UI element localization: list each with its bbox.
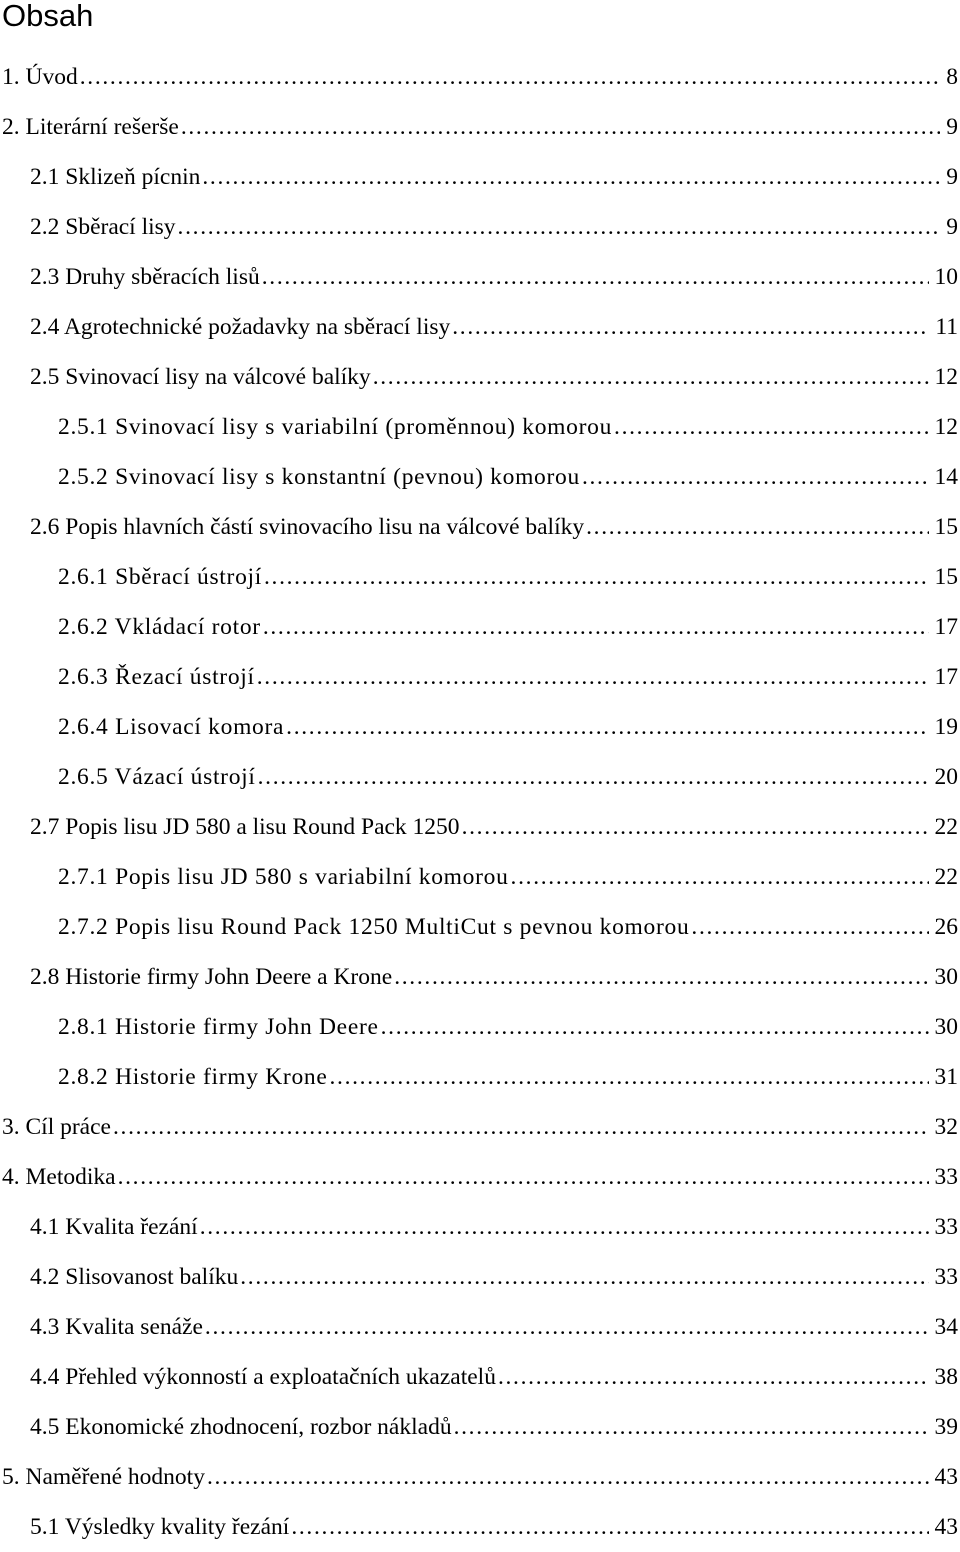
toc-page-number: 22 bbox=[934, 814, 958, 840]
toc-entry[interactable] bbox=[0, 452, 960, 502]
toc-entry-title: 5.1 Výsledky kvality řezání bbox=[30, 1514, 290, 1540]
toc-entry-title: 2.7 Popis lisu JD 580 a lisu Round Pack 1250 bbox=[30, 814, 460, 840]
toc-entry-title: 4.5 Ekonomické zhodnocení, rozbor nákladů bbox=[30, 1414, 452, 1440]
toc-entry[interactable] bbox=[0, 152, 960, 202]
toc-entry[interactable] bbox=[0, 652, 960, 702]
toc-entry-title: 2.2 Sběrací lisy bbox=[30, 214, 176, 240]
toc-entry-title: 2.6.3 Řezací ústrojí bbox=[58, 664, 255, 690]
toc-entry-title: 4.4 Přehled výkonností a exploatačních ukazatelů bbox=[30, 1364, 496, 1390]
toc-dot-leader bbox=[291, 1502, 928, 1552]
toc-entry-title: 4.2 Slisovanost balíku bbox=[30, 1264, 239, 1290]
toc-dot-leader bbox=[286, 702, 928, 752]
toc-entry[interactable] bbox=[0, 1452, 960, 1502]
toc-entry[interactable] bbox=[0, 52, 960, 102]
toc-entry[interactable] bbox=[0, 1252, 960, 1302]
toc-entry-title: 2.8.1 Historie firmy John Deere bbox=[58, 1014, 379, 1040]
toc-dot-leader bbox=[207, 1452, 929, 1502]
toc-page-number: 31 bbox=[934, 1064, 958, 1090]
toc-page-number: 9 bbox=[946, 164, 958, 190]
toc-entry-title: 2.5.2 Svinovací lisy s konstantní (pevnou) komorou bbox=[58, 464, 580, 490]
toc-entry-title: 2.7.2 Popis lisu Round Pack 1250 MultiCut s pevnou komorou bbox=[58, 914, 690, 940]
toc-entry[interactable] bbox=[0, 202, 960, 252]
toc-page-number: 22 bbox=[934, 864, 958, 890]
toc-entry-title: 2.4 Agrotechnické požadavky na sběrací lisy bbox=[30, 314, 451, 340]
toc-dot-leader bbox=[240, 1252, 928, 1302]
toc-dot-leader bbox=[258, 752, 929, 802]
toc-entry[interactable] bbox=[0, 1202, 960, 1252]
toc-dot-leader bbox=[452, 302, 929, 352]
toc-dot-leader bbox=[373, 352, 929, 402]
toc-dot-leader bbox=[263, 602, 929, 652]
toc-dot-leader bbox=[264, 552, 929, 602]
toc-entry[interactable] bbox=[0, 252, 960, 302]
toc-dot-leader bbox=[329, 1052, 928, 1102]
toc-entry-title: 4.1 Kvalita řezání bbox=[30, 1214, 198, 1240]
toc-dot-leader bbox=[178, 202, 941, 252]
toc-dot-leader bbox=[511, 852, 929, 902]
toc-dot-leader bbox=[262, 252, 929, 302]
toc-entry-title: 2.7.1 Popis lisu JD 580 s variabilní komorou bbox=[58, 864, 509, 890]
toc-entry[interactable] bbox=[0, 402, 960, 452]
toc-dot-leader bbox=[614, 402, 928, 452]
toc-entry[interactable] bbox=[0, 1152, 960, 1202]
toc-entry-title: 4. Metodika bbox=[2, 1164, 116, 1190]
toc-entry-title: 2.6.5 Vázací ústrojí bbox=[58, 764, 256, 790]
toc-entry[interactable] bbox=[0, 1002, 960, 1052]
toc-entry[interactable] bbox=[0, 802, 960, 852]
page-title: Obsah bbox=[2, 0, 94, 33]
toc-entry[interactable] bbox=[0, 502, 960, 552]
toc-entry-title: 5. Naměřené hodnoty bbox=[2, 1464, 205, 1490]
toc-page-number: 9 bbox=[946, 114, 958, 140]
toc-dot-leader bbox=[582, 452, 929, 502]
toc-entry-title: 2.6 Popis hlavních částí svinovacího lisu na válcové balíky bbox=[30, 514, 585, 540]
toc-page-number: 33 bbox=[934, 1264, 958, 1290]
toc-page-number: 17 bbox=[934, 664, 958, 690]
toc-entry[interactable] bbox=[0, 552, 960, 602]
toc-entry-title: 2.1 Sklizeň pícnin bbox=[30, 164, 201, 190]
toc-entry[interactable] bbox=[0, 1402, 960, 1452]
toc-entry[interactable] bbox=[0, 702, 960, 752]
toc-page-number: 39 bbox=[934, 1414, 958, 1440]
toc-entry-title: 1. Úvod bbox=[2, 64, 78, 90]
toc-page-number: 12 bbox=[934, 414, 958, 440]
toc-page-number: 19 bbox=[934, 714, 958, 740]
toc-dot-leader bbox=[257, 652, 929, 702]
toc-page-number: 43 bbox=[934, 1464, 958, 1490]
toc-page-number: 14 bbox=[934, 464, 958, 490]
toc-entry-title: 2.6.2 Vkládací rotor bbox=[58, 614, 261, 640]
toc-entry[interactable] bbox=[0, 1102, 960, 1152]
toc-page-number: 43 bbox=[934, 1514, 958, 1540]
toc-page-number: 12 bbox=[934, 364, 958, 390]
toc-dot-leader bbox=[200, 1202, 929, 1252]
toc-dot-leader bbox=[202, 152, 940, 202]
toc-entry[interactable] bbox=[0, 902, 960, 952]
toc-entry-title: 2. Literární rešerše bbox=[2, 114, 179, 140]
toc-entry[interactable] bbox=[0, 952, 960, 1002]
toc-dot-leader bbox=[381, 1002, 929, 1052]
toc-entry[interactable] bbox=[0, 1052, 960, 1102]
toc-dot-leader bbox=[586, 502, 928, 552]
toc-dot-leader bbox=[113, 1102, 929, 1152]
toc-entry-title: 2.8 Historie firmy John Deere a Krone bbox=[30, 964, 393, 990]
toc-page-number: 33 bbox=[934, 1164, 958, 1190]
toc-page-number: 20 bbox=[934, 764, 958, 790]
toc-entry-title: 2.5 Svinovací lisy na válcové balíky bbox=[30, 364, 371, 390]
toc-entry[interactable] bbox=[0, 752, 960, 802]
toc-entry[interactable] bbox=[0, 602, 960, 652]
toc-dot-leader bbox=[394, 952, 928, 1002]
toc-entry-title: 2.3 Druhy sběracích lisů bbox=[30, 264, 260, 290]
toc-entry[interactable] bbox=[0, 1302, 960, 1352]
toc-page-number: 15 bbox=[934, 514, 958, 540]
toc-page-number: 34 bbox=[934, 1314, 958, 1340]
toc-dot-leader bbox=[80, 52, 941, 102]
toc-dot-leader bbox=[118, 1152, 929, 1202]
toc-page-number: 8 bbox=[946, 64, 958, 90]
toc-entry-title: 4.3 Kvalita senáže bbox=[30, 1314, 203, 1340]
toc-entry[interactable] bbox=[0, 352, 960, 402]
toc-entry[interactable] bbox=[0, 1502, 960, 1552]
toc-dot-leader bbox=[498, 1352, 929, 1402]
toc-entry-title: 2.8.2 Historie firmy Krone bbox=[58, 1064, 328, 1090]
toc-entry-title: 2.6.1 Sběrací ústrojí bbox=[58, 564, 262, 590]
toc-list bbox=[0, 52, 960, 1552]
toc-entry-title: 2.6.4 Lisovací komora bbox=[58, 714, 285, 740]
toc-entry[interactable] bbox=[0, 102, 960, 152]
toc-page-number: 15 bbox=[934, 564, 958, 590]
toc-dot-leader bbox=[454, 1402, 929, 1452]
toc-page-number: 10 bbox=[934, 264, 958, 290]
toc-dot-leader bbox=[462, 802, 929, 852]
toc-page-number: 38 bbox=[934, 1364, 958, 1390]
toc-entry[interactable] bbox=[0, 852, 960, 902]
toc-page-number: 11 bbox=[935, 314, 958, 340]
toc-entry-title: 3. Cíl práce bbox=[2, 1114, 111, 1140]
toc-page-number: 17 bbox=[934, 614, 958, 640]
toc-entry-title: 2.5.1 Svinovací lisy s variabilní (proměnnou) komorou bbox=[58, 414, 613, 440]
toc-page-number: 9 bbox=[946, 214, 958, 240]
toc-entry[interactable] bbox=[0, 1352, 960, 1402]
toc-page-number: 30 bbox=[934, 1014, 958, 1040]
toc-page-number: 26 bbox=[934, 914, 958, 940]
toc-page-number: 30 bbox=[934, 964, 958, 990]
toc-page-number: 32 bbox=[934, 1114, 958, 1140]
toc-dot-leader bbox=[181, 102, 940, 152]
toc-page-number: 33 bbox=[934, 1214, 958, 1240]
toc-dot-leader bbox=[691, 902, 928, 952]
toc-entry[interactable] bbox=[0, 302, 960, 352]
toc-dot-leader bbox=[205, 1302, 929, 1352]
